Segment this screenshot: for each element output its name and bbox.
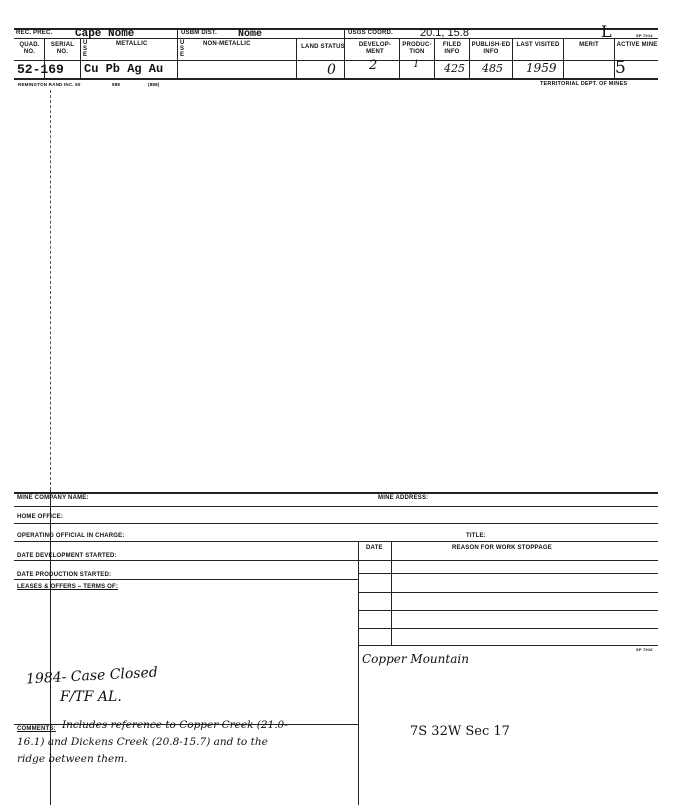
col-land-status: LAND STATUS: [301, 44, 345, 50]
form-code: SP 7914: [636, 33, 653, 38]
col-use-metallic: U S E: [83, 40, 88, 58]
header-bottom-border: [14, 78, 658, 80]
col-quad-no: QUAD. NO.: [19, 42, 40, 55]
prod-started-line: [14, 579, 358, 580]
col-filed-info: FILED INFO: [442, 42, 462, 55]
production-value: 1: [413, 59, 420, 70]
printer-code-2: (888): [148, 82, 160, 87]
case-closed-line1: 1984- Case Closed: [25, 664, 159, 688]
location-note: 7S 32W Sec 17: [410, 724, 510, 739]
date-col-divider: [391, 541, 392, 645]
reason-line-1: [358, 573, 658, 574]
comment-line1: Includes reference to Copper Creek (21.0-: [62, 719, 288, 731]
rec-prec-value: Cape Nome: [75, 28, 135, 40]
usbm-dist-value: Nome: [238, 29, 263, 40]
comment-line2: 16.1) and Dickens Creek (20.8-15.7) and to the: [17, 736, 268, 748]
printer-line: REMINGTON RAND INC. 50: [18, 82, 81, 87]
operating-official-label: OPERATING OFFICIAL IN CHARGE:: [17, 533, 125, 539]
metallic-value: Cu Pb Ag Au: [84, 62, 164, 76]
corner-mark: L: [601, 22, 612, 41]
development-value: 2: [369, 58, 378, 73]
col-last-visited: LAST VISITED: [516, 42, 560, 48]
reason-line-3: [358, 610, 658, 611]
usgs-divider: [344, 28, 345, 78]
filed-info-value: 425: [444, 62, 465, 75]
home-office-label: HOME OFFICE:: [17, 514, 64, 520]
col-serial-no: SERIAL NO.: [50, 42, 75, 55]
company-row-top: [14, 492, 658, 494]
copper-mountain-note: Copper Mountain: [362, 652, 469, 666]
comments-label: COMMENTS:: [17, 726, 56, 732]
mine-company-label: MINE COMPANY NAME:: [17, 495, 89, 501]
comment-line3: ridge between them.: [17, 753, 128, 765]
col-development: DEVELOP-MENT: [358, 42, 392, 55]
col-div-2: [80, 38, 81, 78]
department-label: TERRITORIAL DEPT. OF MINES: [540, 81, 628, 87]
left-margin-line: [50, 90, 51, 490]
last-visited-value: 1959: [526, 61, 557, 75]
date-reason-divider: [358, 541, 359, 805]
col-merit: MERIT: [579, 42, 599, 48]
merit-value: 5: [615, 58, 626, 78]
quad-serial-value: 52-169: [17, 62, 64, 77]
dev-started-line: [14, 560, 658, 561]
title-label: TITLE:: [466, 533, 486, 539]
reason-col-label: REASON FOR WORK STOPPAGE: [452, 545, 552, 551]
printer-code-1: 888: [112, 82, 121, 87]
col-non-metallic: NON-METALLIC: [203, 41, 251, 47]
date-prod-started-label: DATE PRODUCTION STARTED:: [17, 572, 112, 578]
case-closed-line2: F/TF AL.: [60, 689, 122, 705]
reason-line-2: [358, 592, 658, 593]
col-published-info: PUBLISH-ED INFO: [471, 42, 511, 55]
date-col-label: DATE: [366, 545, 383, 551]
col-use-nonmetallic: U S E: [180, 40, 185, 58]
company-row-bottom: [14, 506, 658, 507]
land-status-value: 0: [327, 62, 336, 78]
reason-line-4: [358, 628, 658, 629]
mine-address-label: MINE ADDRESS:: [378, 495, 429, 501]
col-metallic: METALLIC: [116, 41, 148, 47]
reason-bottom-line: [358, 645, 658, 646]
usbm-dist-label: USBM DIST.: [181, 30, 218, 36]
usgs-coord-value: 20.1, 15.8: [420, 27, 469, 39]
leases-offers-label: LEASES & OFFERS – TERMS OF:: [17, 584, 119, 590]
home-office-line: [14, 523, 658, 524]
col-active-mine: ACTIVE MINE: [616, 42, 658, 48]
header-row2-border: [14, 60, 658, 61]
usgs-coord-label: USGS COORD.: [348, 30, 393, 36]
rec-prec-label: REC. PREC.: [16, 30, 53, 36]
published-info-value: 485: [482, 62, 503, 75]
col-div-3: [177, 38, 178, 78]
form-code-2: SP 7916: [636, 647, 653, 652]
operating-line: [14, 541, 658, 542]
date-dev-started-label: DATE DEVELOPMENT STARTED:: [17, 553, 117, 559]
col-production: PRODUC-TION: [402, 42, 432, 55]
col-div-4: [296, 38, 297, 78]
